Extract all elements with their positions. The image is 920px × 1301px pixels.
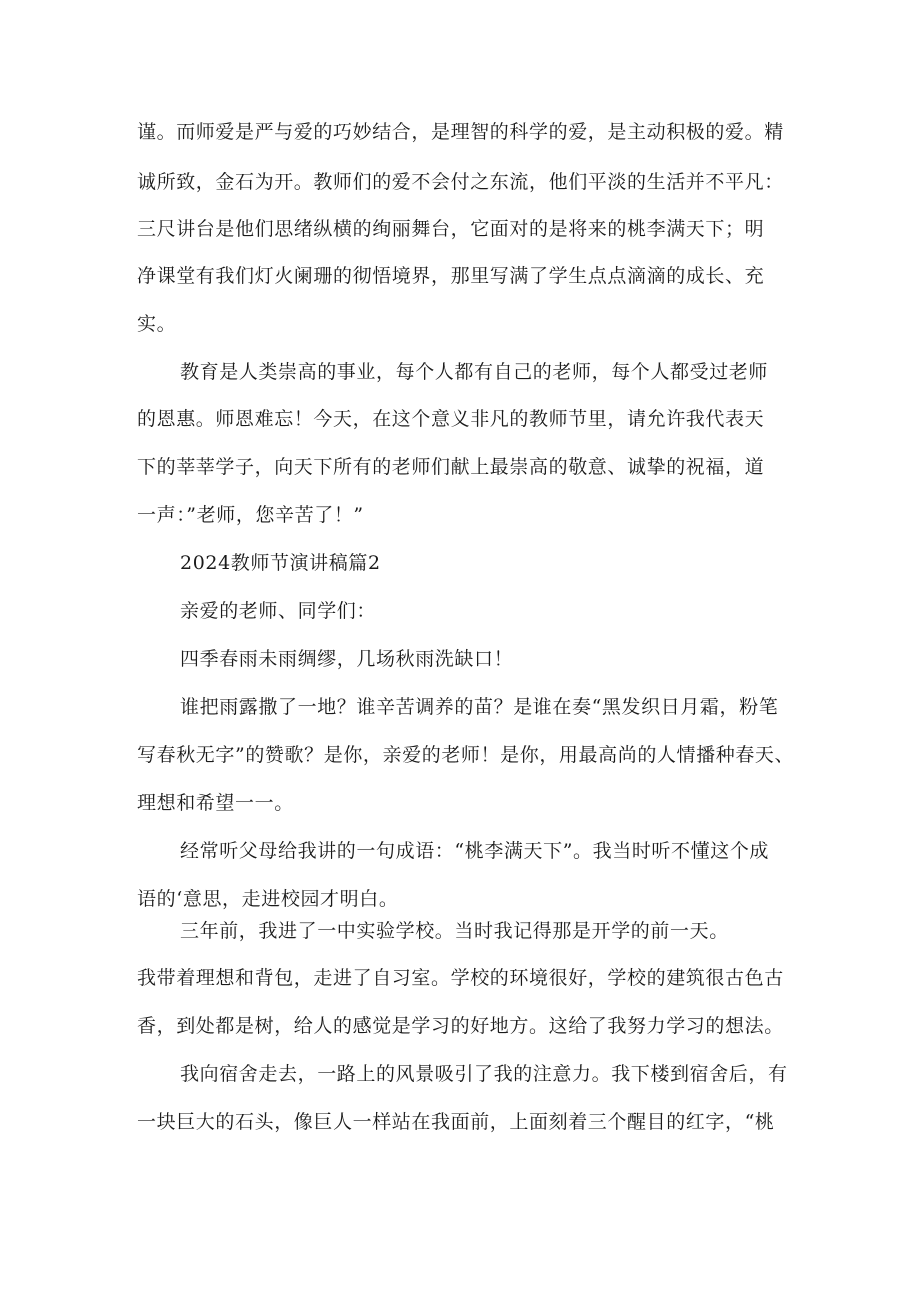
text-line: 写春秋无字”的赞歌？是你，亲爱的老师！是你，用最高尚的人情播种春天、 xyxy=(137,744,795,766)
text-line: 语的‘意思，走进校园才明白。 xyxy=(137,888,399,910)
text-line: 诚所致，金石为开。教师们的爱不会付之东流，他们平淡的生活并不平凡： xyxy=(137,171,784,193)
paragraph-first-line: 经常听父母给我讲的一句成语：“桃李满天下”。我当时听不懂这个成 xyxy=(180,840,770,862)
section-heading: 2024教师节演讲稿篇2 xyxy=(180,552,381,574)
paragraph-first-line: 四季春雨未雨绸缪，几场秋雨洗缺口！ xyxy=(180,648,514,670)
paragraph-first-line: 我向宿舍走去，一路上的风景吸引了我的注意力。我下楼到宿舍后，有 xyxy=(180,1063,788,1085)
greeting: 亲爱的老师、同学们： xyxy=(180,600,377,622)
text-line: 一声：”老师，您辛苦了！” xyxy=(137,504,364,526)
text-line: 理想和希望一一。 xyxy=(137,792,294,814)
text-line: 谨。而师爱是严与爱的巧妙结合，是理智的科学的爱，是主动积极的爱。精 xyxy=(137,121,784,143)
text-line: 下的莘莘学子，向天下所有的老师们献上最崇高的敬意、诚挚的祝福，道 xyxy=(137,456,765,478)
text-line: 一块巨大的石头，像巨人一样站在我面前，上面刻着三个醒目的红字，“桃 xyxy=(137,1111,775,1133)
text-line: 净课堂有我们灯火阑珊的彻悟境界，那里写满了学生点点滴滴的成长、充 xyxy=(137,265,765,287)
text-line: 实。 xyxy=(137,313,177,335)
text-line: 香，到处都是树，给人的感觉是学习的好地方。这给了我努力学习的想法。 xyxy=(137,1015,784,1037)
paragraph-first-line: 三年前，我进了一中实验学校。当时我记得那是开学的前一天。 xyxy=(180,920,729,942)
text-line: 三尺讲台是他们思绪纵横的绚丽舞台，它面对的是将来的桃李满天下；明 xyxy=(137,218,765,240)
paragraph-first-line: 谁把雨露撒了一地？谁辛苦调养的苗？是谁在奏“黑发织日月霜，粉笔 xyxy=(180,696,779,718)
text-line: 的恩惠。师恩难忘！今天，在这个意义非凡的教师节里，请允许我代表天 xyxy=(137,408,765,430)
text-line: 我带着理想和背包，走进了自习室。学校的环境很好，学校的建筑很古色古 xyxy=(137,967,784,989)
paragraph-first-line: 教育是人类崇高的事业，每个人都有自己的老师，每个人都受过老师 xyxy=(180,361,769,383)
